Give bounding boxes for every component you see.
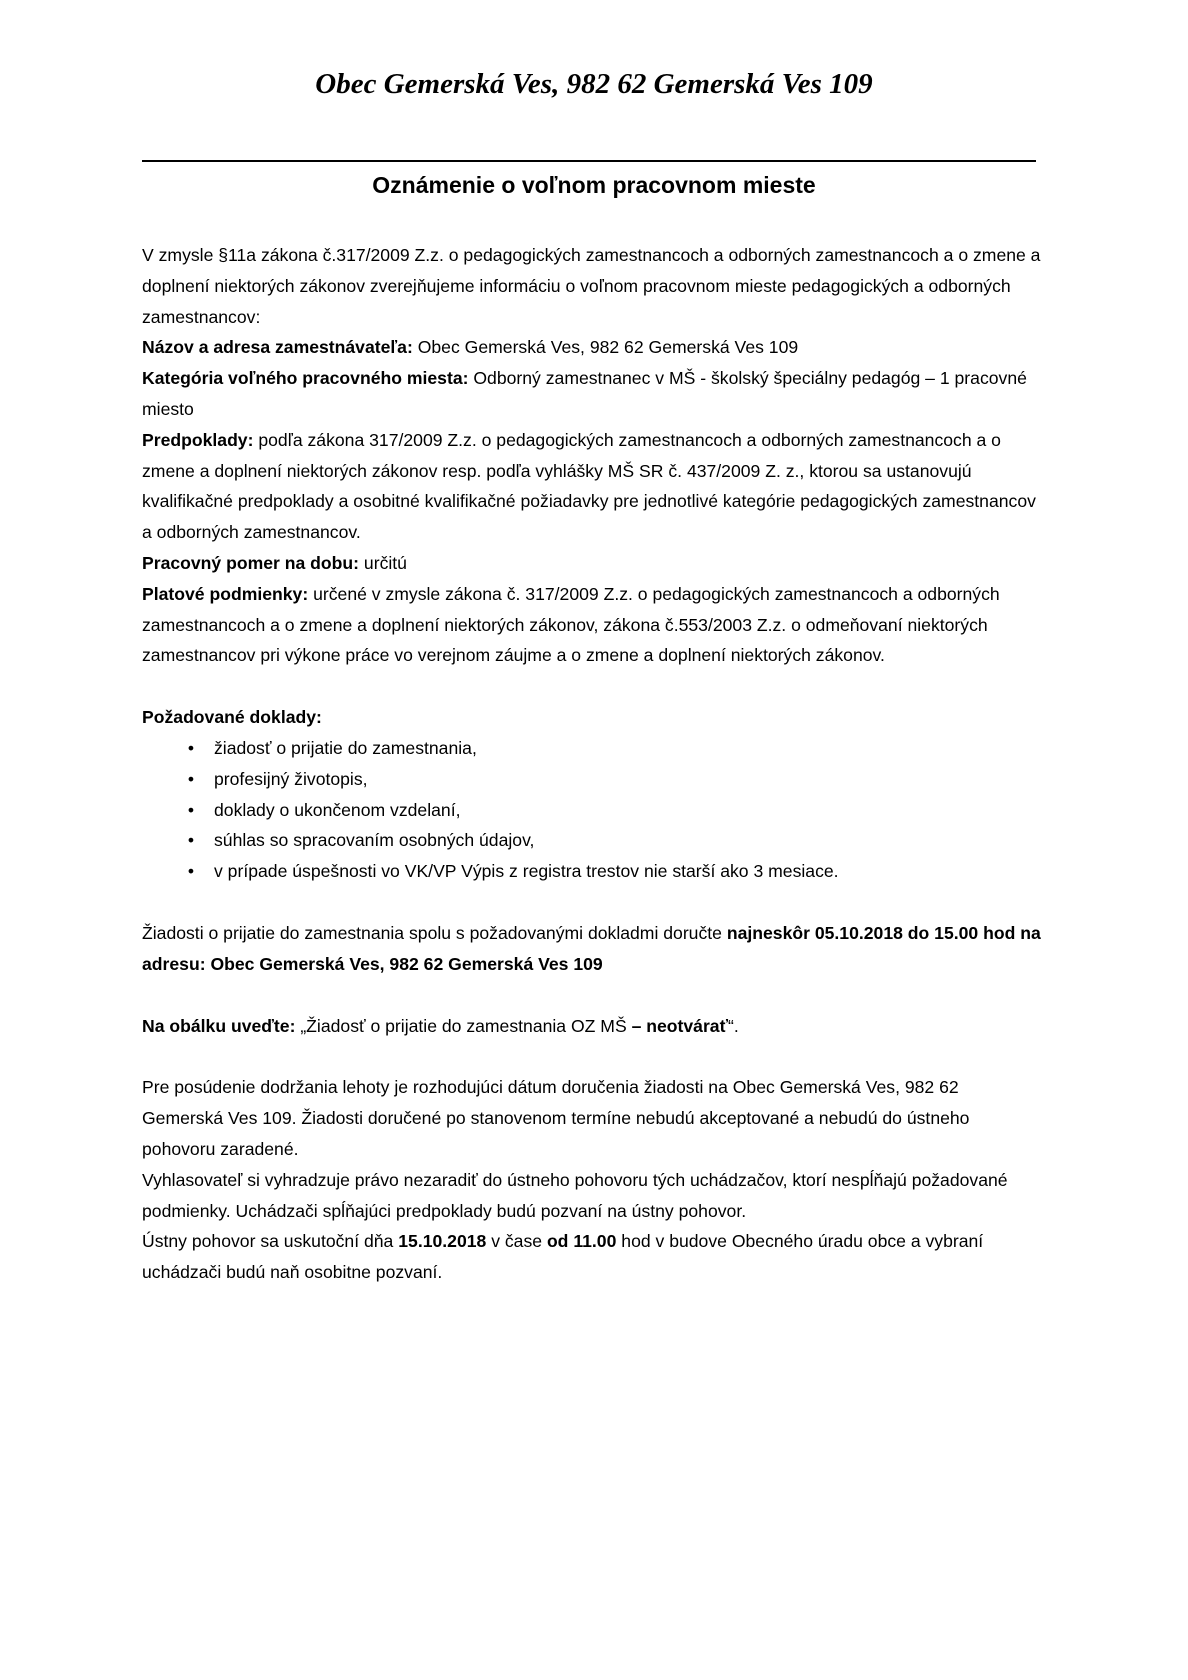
salary-line xyxy=(142,579,1042,671)
submission-paragraph xyxy=(142,918,1042,980)
interview-time: od 11.00 xyxy=(546,1231,617,1252)
spacer xyxy=(142,1041,1042,1072)
list-item xyxy=(142,764,1042,795)
required-docs-heading-text: Požadované doklady: xyxy=(142,707,322,728)
employment-value: určitú xyxy=(359,552,407,573)
employer-label: Názov a adresa zamestnávateľa: xyxy=(142,337,413,358)
list-item xyxy=(142,825,1042,856)
list-item xyxy=(142,795,1042,826)
envelope-end: “. xyxy=(728,1015,739,1036)
employer-value: Obec Gemerská Ves, 982 62 Gemerská Ves 109 xyxy=(412,337,799,358)
category-line xyxy=(142,363,1042,425)
list-item-text: v prípade úspešnosti vo VK/VP Výpis z registra trestov nie starší ako 3 mesiace. xyxy=(214,861,839,882)
document-body xyxy=(142,240,1042,1288)
interview-text-3: hod v budove Obecného úradu obce a vybraní uchádzači budú naň osobitne pozvaní. xyxy=(142,1231,984,1283)
bullet-icon: • xyxy=(187,768,195,789)
submission-deadline: najneskôr 05.10.2018 do 15.00 hod na adresu: Obec Gemerská Ves, 982 62 Gemerská Ves 109 xyxy=(142,922,1041,974)
bullet-icon: • xyxy=(187,799,195,820)
employment-label: Pracovný pomer na dobu: xyxy=(142,552,360,573)
requirements-label: Predpoklady: xyxy=(142,429,254,450)
envelope-text: „Žiadosť o prijatie do zamestnania OZ MŠ xyxy=(295,1015,632,1036)
envelope-line xyxy=(142,1011,1042,1042)
interview-text-1: Ústny pohovor sa uskutoční dňa xyxy=(142,1231,399,1252)
document-title: Oznámenie o voľnom pracovnom mieste xyxy=(372,172,816,198)
requirements-line xyxy=(142,425,1042,548)
envelope-label: Na obálku uveďte: xyxy=(142,1015,296,1036)
category-value: Odborný zamestnanec v MŠ - školský špeciálny pedagóg – 1 pracovné miesto xyxy=(142,368,1027,419)
bullet-icon: • xyxy=(187,861,195,882)
submission-text: Žiadosti o prijatie do zamestnania spolu s požadovanými dokladmi doručte xyxy=(142,922,727,943)
deadline-note: Pre posúdenie dodržania lehoty je rozhodujúci dátum doručenia žiadosti na Obec Gemerská Ves, 982 62 Gemerská Ves 109. Žiadosti doručené po stanovenom termíne nebudú akceptované a nebudú do ústneho pohovoru zaradené. xyxy=(142,1077,970,1159)
list-item xyxy=(142,856,1042,887)
required-docs-heading xyxy=(142,702,1042,733)
requirements-value: podľa zákona 317/2009 Z.z. o pedagogických zamestnancoch a odborných zamestnancoch a o zmene a doplnení niektorých zákonov resp. podľa vyhlášky MŠ SR č. 437/2009 Z. z., ktorou sa ustanovujú kvalifikačné predpoklady a osobitné kvalifikačné požiadavky pre jednotlivé kategórie pedagogických zamestnancov a odborných zamestnancov. xyxy=(142,429,1036,543)
bullet-icon: • xyxy=(187,737,195,758)
spacer xyxy=(142,671,1042,702)
category-label: Kategória voľného pracovného miesta: xyxy=(142,368,469,389)
list-item-text: doklady o ukončenom vzdelaní, xyxy=(214,799,461,820)
list-item xyxy=(142,733,1042,764)
reservation-note: Vyhlasovateľ si vyhradzuje právo nezaradiť do ústneho pohovoru tých uchádzačov, ktorí nespĺňajú požadované podmienky. Uchádzači spĺňajúci predpoklady budú pozvaní na ústny pohovor. xyxy=(142,1169,1008,1221)
spacer xyxy=(142,980,1042,1011)
interview-paragraph xyxy=(142,1226,1042,1288)
envelope-warning: – neotvárať xyxy=(631,1015,729,1036)
salary-value: určené v zmysle zákona č. 317/2009 Z.z. o pedagogických zamestnancoch a odborných zamestnancoch a o zmene a doplnení niektorých zákonov, zákona č.553/2003 Z.z. o odmeňovaní niektorých zamestnancov pri výkone práce vo verejnom záujme a o zmene a doplnení niektorých zákonov. xyxy=(142,583,1000,666)
municipality-header: Obec Gemerská Ves, 982 62 Gemerská Ves 109 xyxy=(315,68,873,100)
interview-date: 15.10.2018 xyxy=(398,1231,487,1252)
spacer xyxy=(142,887,1042,918)
employer-line xyxy=(142,332,1042,363)
required-docs-list xyxy=(142,733,1042,887)
intro-paragraph: V zmysle §11a zákona č.317/2009 Z.z. o pedagogických zamestnancoch a odborných zamestnancoch a o zmene a doplnení niektorých zákonov zverejňujeme informáciu o voľnom pracovnom mieste pedagogických a odborných zamestnancov: xyxy=(142,245,1041,327)
list-item-text: súhlas so spracovaním osobných údajov, xyxy=(214,830,535,851)
employment-line xyxy=(142,548,1042,579)
bullet-icon: • xyxy=(187,830,195,851)
list-item-text: profesijný životopis, xyxy=(214,768,368,789)
list-item-text: žiadosť o prijatie do zamestnania, xyxy=(214,737,477,758)
interview-text-2: v čase xyxy=(486,1231,547,1252)
header-divider xyxy=(142,160,1036,162)
salary-label: Platové podmienky: xyxy=(142,583,309,604)
